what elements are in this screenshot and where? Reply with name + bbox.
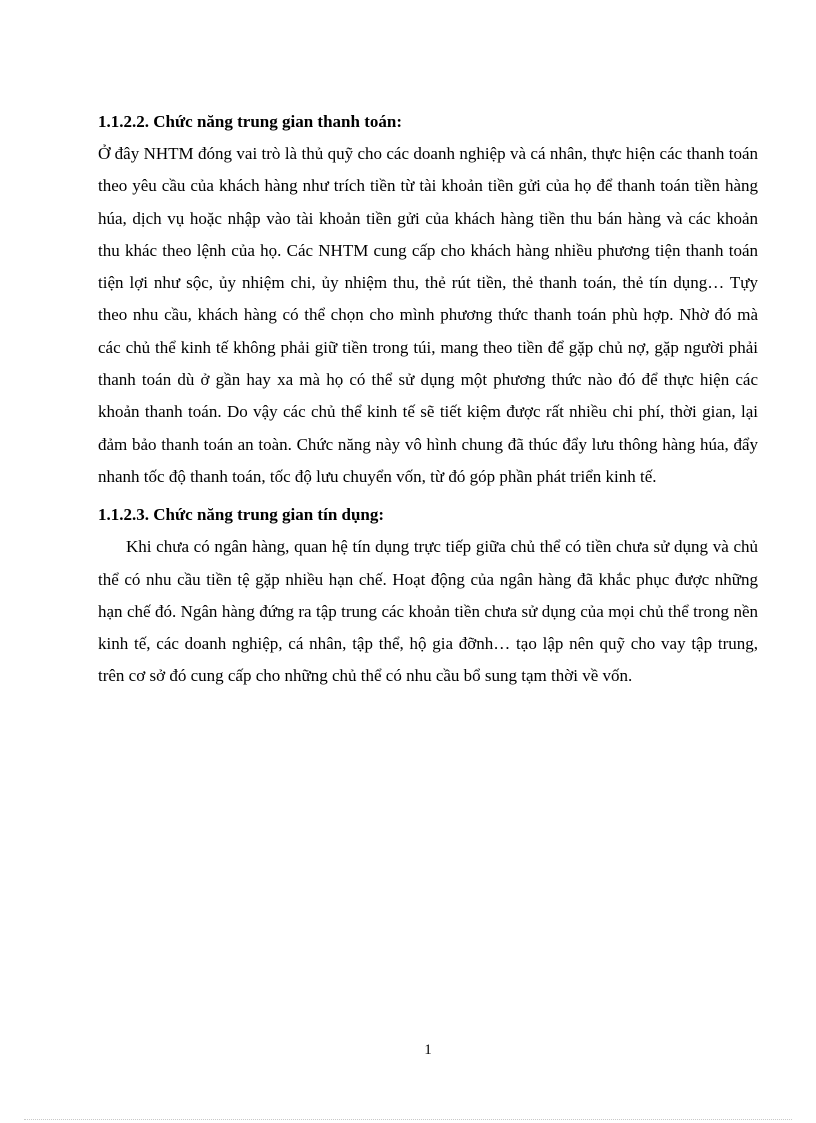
section-body-payment-intermediary: Ở đây NHTM đóng vai trò là thủ quỹ cho các doanh nghiệp và cá nhân, thực hiện các thanh toán theo yêu cầu của khách hàng như trích tiền từ tài khoản tiền gửi của họ để thanh toán tiền hàng húa, dịch vụ hoặc nhập vào tài khoản tiền gửi của khách hàng tiền thu bán hàng và các khoản thu khác theo lệnh của họ. Các NHTM cung cấp cho khách hàng nhiều phương tiện thanh toán tiện lợi như sộc, ủy nhiệm chi, ủy nhiệm thu, thẻ rút tiền, thẻ thanh toán, thẻ tín dụng… Tựy theo nhu cầu, khách hàng có thể chọn cho mình phương thức thanh toán phù hợp. Nhờ đó mà các chủ thể kinh tế không phải giữ tiền trong túi, mang theo tiền để gặp chủ nợ, gặp người phải thanh toán dù ở gần hay xa mà họ có thể sử dụng một phương thức nào đó để thực hiện các khoản thanh toán. Do vậy các chủ thể kinh tế sẽ tiết kiệm được rất nhiều chi phí, thời gian, lại đảm bảo thanh toán an toàn. Chức năng này vô hình chung đã thúc đẩy lưu thông hàng húa, đẩy nhanh tốc độ thanh toán, tốc độ lưu chuyển vốn, từ đó góp phần phát triển kinh tế. bbox=[98, 144, 758, 486]
section-heading-payment-intermediary: 1.1.2.2. Chức năng trung gian thanh toán: bbox=[98, 112, 402, 131]
page-bottom-divider bbox=[24, 1119, 792, 1120]
section-body-credit-intermediary: Khi chưa có ngân hàng, quan hệ tín dụng trực tiếp giữa chủ thể có tiền chưa sử dụng và chủ thể có nhu cầu tiền tệ gặp nhiều hạn chế. Hoạt động của ngân hàng đã khắc phục được những hạn chế đó. Ngân hàng đứng ra tập trung các khoản tiền chưa sử dụng của mọi chủ thể trong nền kinh tế, các doanh nghiệp, cá nhân, tập thể, hộ gia đỡnh… tạo lập nên quỹ cho vay tập trung, trên cơ sở đó cung cấp cho những chủ thể có nhu cầu bổ sung tạm thời về vốn. bbox=[98, 537, 758, 686]
page-number: 1 bbox=[424, 1042, 432, 1058]
page-content bbox=[98, 110, 758, 693]
section-heading-credit-intermediary: 1.1.2.3. Chức năng trung gian tín dụng: bbox=[98, 505, 385, 525]
